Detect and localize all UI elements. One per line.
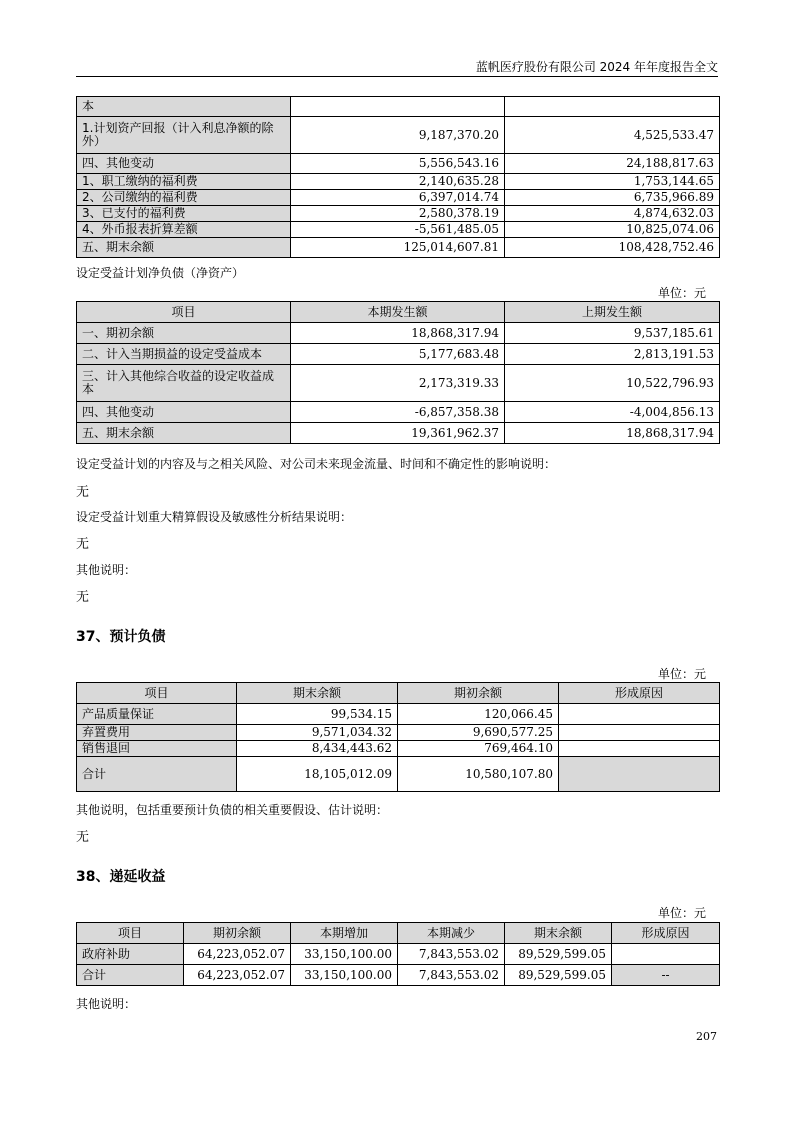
risk-question: 设定受益计划的内容及与之相关风险、对公司未来现金流量、时间和不确定性的影响说明： (76, 457, 557, 471)
table-row: 五、期末余额 125,014,607.81 108,428,752.46 (77, 238, 720, 258)
col-header: 上期发生额 (505, 302, 720, 323)
table-header-row (77, 683, 720, 704)
col-header: 期初余额 (184, 923, 291, 944)
table-row: 合计 18,105,012.09 10,580,107.80 (77, 757, 720, 792)
unit-label: 单位：元 (657, 286, 706, 300)
other-answer: 无 (76, 590, 90, 605)
col-header: 期末余额 (237, 683, 398, 704)
col-header: 形成原因 (559, 683, 720, 704)
table-row: 四、其他变动 5,556,543.16 24,188,817.63 (77, 154, 720, 174)
table-row: 产品质量保证 99,534.15 120,066.45 (77, 704, 720, 725)
provisions-table (76, 682, 720, 792)
table-row: 1、职工缴纳的福利费 2,140,635.28 1,753,144.65 (77, 174, 720, 190)
table-row: 3、已支付的福利费 2,580,378.19 4,874,632.03 (77, 206, 720, 222)
assumption-answer: 无 (76, 537, 90, 552)
risk-answer: 无 (76, 485, 90, 500)
page-header: 蓝帆医疗股份有限公司 2024 年年度报告全文 (475, 60, 718, 74)
unit-label: 单位：元 (657, 667, 706, 681)
section-38-title: 38、递延收益 (76, 869, 166, 885)
table-row: 政府补助 64,223,052.07 33,150,100.00 7,843,553.02 89,529,599.05 (77, 944, 720, 965)
col-header: 形成原因 (612, 923, 720, 944)
table-row: 本 (77, 97, 720, 117)
table-row: 2、公司缴纳的福利费 6,397,014.74 6,735,966.89 (77, 190, 720, 206)
unit-label: 单位：元 (657, 906, 706, 920)
col-header: 项目 (77, 302, 291, 323)
table-row: 弃置费用 9,571,034.32 9,690,577.25 (77, 725, 720, 741)
provisions-note-answer: 无 (76, 830, 90, 845)
col-header: 本期发生额 (291, 302, 505, 323)
page-number: 207 (696, 1030, 717, 1043)
net-liability-table (76, 301, 720, 444)
other-question: 其他说明： (76, 563, 137, 577)
table-row: 一、期初余额 18,868,317.94 9,537,185.61 (77, 323, 720, 344)
col-header: 期末余额 (505, 923, 612, 944)
table-row: 销售退回 8,434,443.62 769,464.10 (77, 741, 720, 757)
table-row: 三、计入其他综合收益的设定收益成本 2,173,319.33 10,522,796.93 (77, 365, 720, 402)
table-row: 二、计入当期损益的设定受益成本 5,177,683.48 2,813,191.53 (77, 344, 720, 365)
net-liability-title: 设定受益计划净负债（净资产） (76, 266, 245, 280)
col-header: 项目 (77, 683, 237, 704)
table-row: 四、其他变动 -6,857,358.38 -4,004,856.13 (77, 402, 720, 423)
table-row: 1.计划资产回报（计入利息净额的除外） 9,187,370.20 4,525,533.47 (77, 117, 720, 154)
table-header-row (77, 923, 720, 944)
header-rule (76, 76, 718, 77)
table-row: 五、期末余额 19,361,962.37 18,868,317.94 (77, 423, 720, 444)
table-row: 合计 64,223,052.07 33,150,100.00 7,843,553.02 89,529,599.05 -- (77, 965, 720, 986)
table-row: 4、外币报表折算差额 -5,561,485.05 10,825,074.06 (77, 222, 720, 238)
col-header: 期初余额 (398, 683, 559, 704)
col-header: 项目 (77, 923, 184, 944)
assumption-question: 设定受益计划重大精算假设及敏感性分析结果说明： (76, 510, 353, 524)
section-37-title: 37、预计负债 (76, 629, 166, 645)
deferred-note-question: 其他说明： (76, 997, 137, 1011)
col-header: 本期减少 (398, 923, 505, 944)
plan-assets-table (76, 96, 720, 258)
provisions-note-question: 其他说明，包括重要预计负债的相关重要假设、估计说明： (76, 803, 389, 817)
deferred-income-table (76, 922, 720, 986)
table-header-row (77, 302, 720, 323)
col-header: 本期增加 (291, 923, 398, 944)
